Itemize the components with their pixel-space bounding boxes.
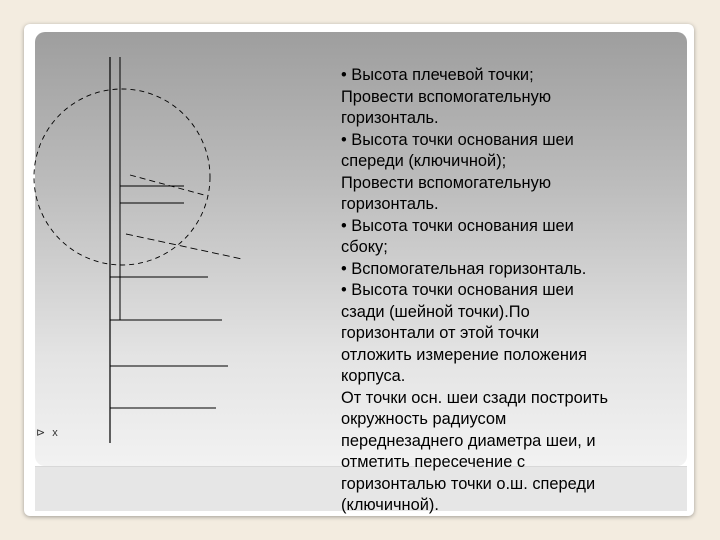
text-line: отметить пересечение с	[341, 453, 526, 471]
text-line: От точки осн. шеи сзади построить	[341, 388, 608, 407]
text-line: горизонталью точки о.ш. спереди	[341, 474, 596, 493]
text-line: сзади (шейной точки).По	[341, 302, 530, 321]
instruction-text	[341, 65, 671, 517]
dashed-diagonal-lower	[126, 234, 242, 259]
text-line: корпуса.	[341, 367, 406, 385]
text-line: • Высота точки основания шеи	[341, 281, 574, 299]
text-line: • Высота плечевой точки;	[341, 66, 534, 84]
marker-label: ⊳ x	[36, 427, 60, 439]
text-line: отложить измерение положения	[341, 345, 587, 364]
text-line: горизонталь.	[341, 109, 439, 127]
text-line: (ключичной).	[341, 496, 439, 514]
text-line: спереди (ключичной);	[341, 152, 507, 170]
text-line: • Высота точки основания шеи	[341, 216, 574, 235]
text-line: Провести вспомогательную	[341, 173, 552, 192]
text-line: Провести вспомогательную	[341, 87, 552, 106]
text-line: горизонталь.	[341, 195, 439, 213]
text-line: переднезаднего диаметра шеи, и	[341, 431, 596, 450]
text-line: окружность радиусом	[341, 410, 507, 428]
text-line: • Вспомогательная горизонталь.	[341, 259, 587, 278]
text-line: сбоку;	[341, 238, 388, 256]
text-line: • Высота точки основания шеи	[341, 130, 574, 149]
text-line: горизонтали от этой точки	[341, 324, 540, 342]
neck-diameter-circle	[34, 89, 210, 265]
